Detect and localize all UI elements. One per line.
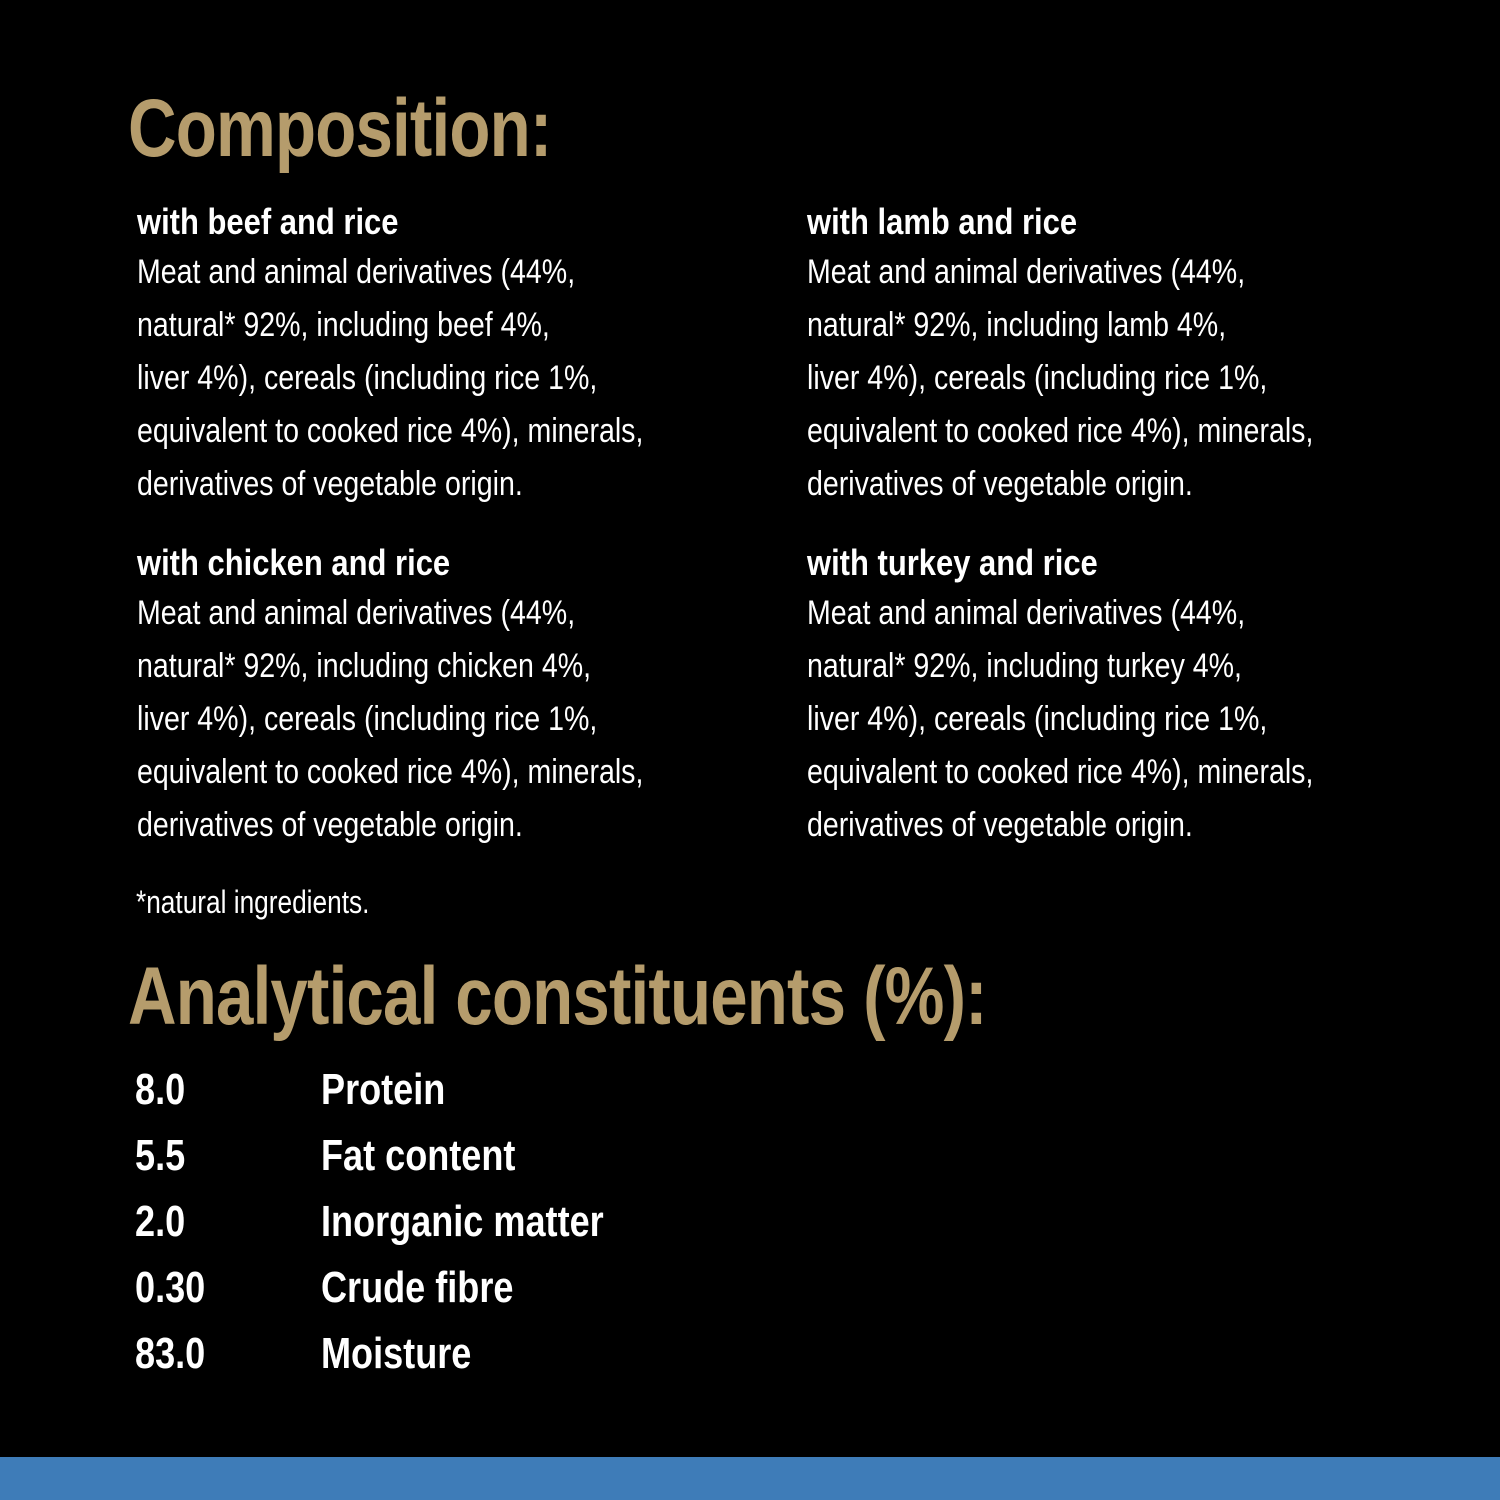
ingredient-line: equivalent to cooked rice 4%), minerals,	[137, 412, 644, 450]
variant-lamb-rice	[807, 202, 1447, 511]
ingredient-line: liver 4%), cereals (including rice 1%,	[807, 359, 1268, 397]
ingredient-line: derivatives of vegetable origin.	[137, 806, 523, 844]
constituent-label: Moisture	[321, 1329, 472, 1378]
ingredient-line: derivatives of vegetable origin.	[807, 465, 1193, 503]
ingredient-line: Meat and animal derivatives (44%,	[807, 253, 1246, 291]
variant-title: with beef and rice	[137, 201, 399, 242]
natural-ingredients-footnote: *natural ingredients.	[136, 884, 370, 920]
ingredient-line: Meat and animal derivatives (44%,	[137, 253, 576, 291]
ingredient-line: derivatives of vegetable origin.	[137, 465, 523, 503]
ingredient-line: Meat and animal derivatives (44%,	[807, 594, 1246, 632]
ingredient-line: natural* 92%, including lamb 4%,	[807, 306, 1227, 344]
variant-beef-rice	[137, 202, 777, 511]
constituent-label: Inorganic matter	[321, 1197, 604, 1246]
variant-ingredients	[137, 246, 777, 511]
ingredient-line: equivalent to cooked rice 4%), minerals,	[807, 412, 1314, 450]
ingredient-line: natural* 92%, including chicken 4%,	[137, 647, 592, 685]
variant-ingredients	[807, 587, 1447, 852]
constituent-value: 0.30	[135, 1263, 206, 1312]
constituent-label: Crude fibre	[321, 1263, 514, 1312]
ingredient-line: equivalent to cooked rice 4%), minerals,	[137, 753, 644, 791]
variant-ingredients	[807, 246, 1447, 511]
bottom-color-bar	[0, 1457, 1500, 1500]
variant-chicken-rice	[137, 543, 777, 852]
constituent-value: 83.0	[135, 1329, 206, 1378]
ingredient-line: natural* 92%, including turkey 4%,	[807, 647, 1243, 685]
constituent-value: 5.5	[135, 1131, 186, 1180]
analytical-constituents-heading: Analytical constituents (%):	[128, 951, 987, 1042]
composition-heading: Composition:	[128, 83, 552, 174]
ingredient-line: Meat and animal derivatives (44%,	[137, 594, 576, 632]
constituent-value: 8.0	[135, 1065, 186, 1114]
variant-title: with turkey and rice	[807, 542, 1098, 583]
ingredient-line: liver 4%), cereals (including rice 1%,	[137, 700, 598, 738]
ingredient-line: natural* 92%, including beef 4%,	[137, 306, 550, 344]
variant-title: with chicken and rice	[137, 542, 451, 583]
constituent-value: 2.0	[135, 1197, 186, 1246]
constituent-label: Protein	[321, 1065, 446, 1114]
variant-turkey-rice	[807, 543, 1447, 852]
constituent-label: Fat content	[321, 1131, 516, 1180]
ingredient-line: derivatives of vegetable origin.	[807, 806, 1193, 844]
variant-ingredients	[137, 587, 777, 852]
variant-title: with lamb and rice	[807, 201, 1078, 242]
ingredient-line: liver 4%), cereals (including rice 1%,	[807, 700, 1268, 738]
ingredient-line: equivalent to cooked rice 4%), minerals,	[807, 753, 1314, 791]
ingredient-line: liver 4%), cereals (including rice 1%,	[137, 359, 598, 397]
